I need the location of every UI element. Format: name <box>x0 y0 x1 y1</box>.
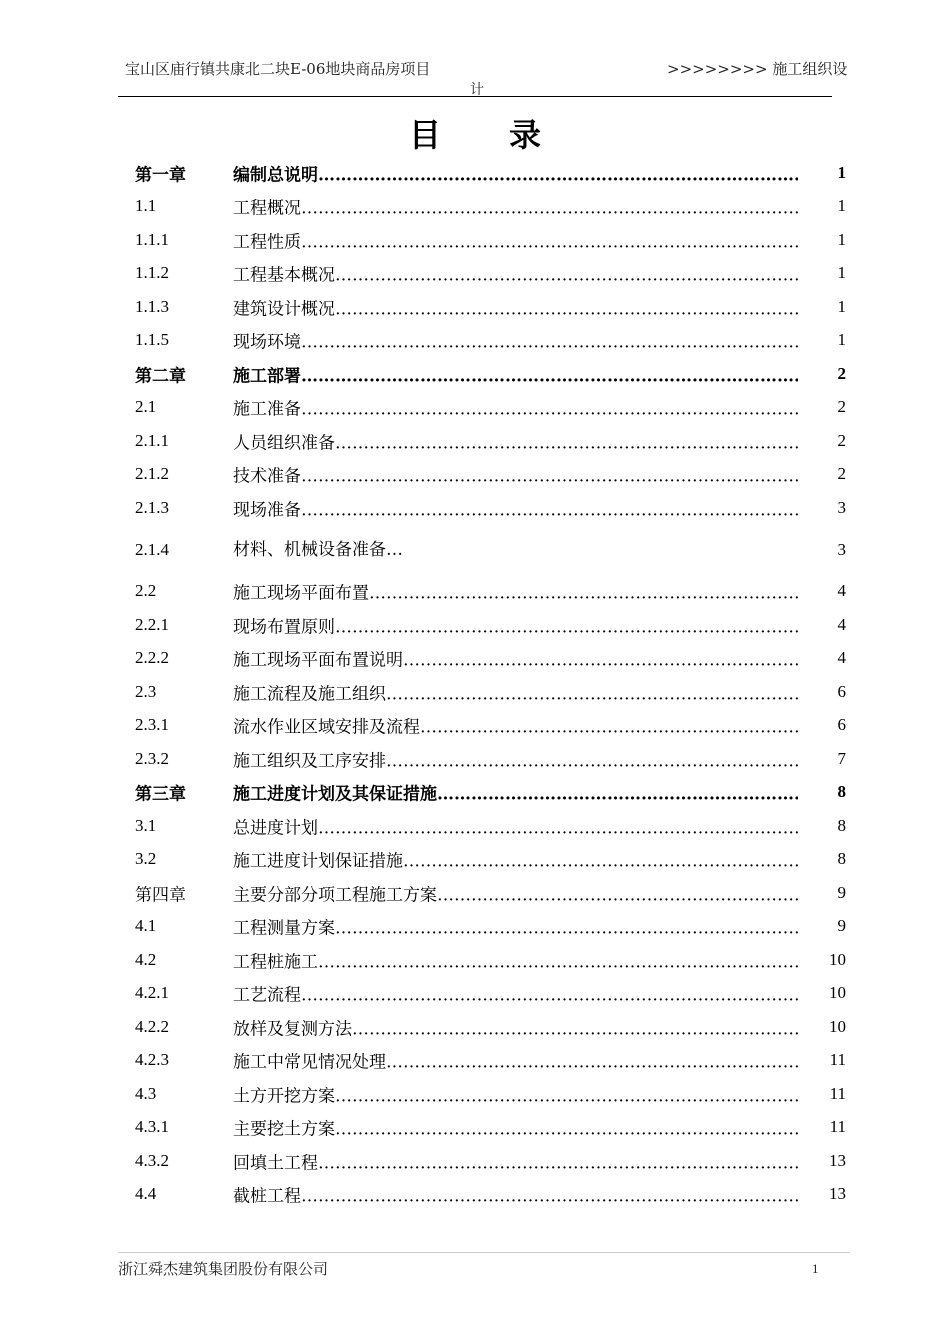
toc-entry-title: 材料、机械设备准备 … <box>233 539 433 561</box>
toc-entry-page: 1 <box>837 196 846 216</box>
toc-entry-title: 工程概况 ……………………………………………………………………………………………………………………………… <box>233 194 798 219</box>
toc-entry-title: 施工组织及工序安排 ……………………………………………………………………………………………………………………………… <box>233 746 798 771</box>
toc-entry-title: 流水作业区域安排及流程 ……………………………………………………………………………………………………………………………… <box>233 713 798 738</box>
toc-entry-page: 4 <box>837 614 846 634</box>
toc-entry-title: 施工中常见情况处理 ……………………………………………………………………………………………………………………………… <box>233 1048 798 1073</box>
footer-rule <box>118 1252 850 1253</box>
toc-entry[interactable] <box>0 742 950 776</box>
toc-entry-page: 3 <box>837 497 846 517</box>
toc-entry-page: 1 <box>837 162 846 182</box>
toc-entry-page: 2 <box>837 464 846 484</box>
toc-entry-page: 9 <box>837 916 846 936</box>
toc-entry-title: 施工现场平面布置 ……………………………………………………………………………………………………………………………… <box>233 579 798 604</box>
toc-entry-page: 4 <box>837 581 846 601</box>
toc-entry-number: 4.1 <box>135 916 157 936</box>
toc-entry-number: 2.1.2 <box>135 464 169 484</box>
toc-entry-number: 2.2.2 <box>135 648 169 668</box>
toc-entry-title: 编制总说明 ……………………………………………………………………………………………………………………………… <box>233 160 798 185</box>
toc-entry-page: 1 <box>837 296 846 316</box>
toc-entry[interactable] <box>0 525 950 575</box>
header-wrap-text: 计 <box>470 82 484 98</box>
toc-entry[interactable] <box>0 357 950 391</box>
toc-entry-title: 工程性质 ……………………………………………………………………………………………………………………………… <box>233 227 798 252</box>
toc-entry-title: 工程测量方案 ……………………………………………………………………………………………………………………………… <box>233 914 798 939</box>
toc-entry-page: 10 <box>829 1016 846 1036</box>
footer-page-number: 1 <box>812 1261 819 1276</box>
toc-entry-number: 2.2 <box>135 581 157 601</box>
toc-entry-number: 1.1.3 <box>135 296 169 316</box>
footer-company: 浙江舜杰建筑集团股份有限公司 <box>118 1260 329 1278</box>
toc-entry-title: 施工流程及施工组织 ……………………………………………………………………………………………………………………………… <box>233 679 798 704</box>
toc-entry[interactable] <box>0 190 950 224</box>
toc-entry-title: 总进度计划 ……………………………………………………………………………………………………………………………… <box>233 813 798 838</box>
toc-entry-page: 1 <box>837 229 846 249</box>
toc-entry-title: 人员组织准备 ……………………………………………………………………………………………………………………………… <box>233 428 798 453</box>
toc-entry-number: 第四章 <box>135 885 186 905</box>
toc-entry-number: 4.4 <box>135 1184 157 1204</box>
toc-entry-page: 1 <box>837 263 846 283</box>
toc-entry-page: 2 <box>837 363 846 383</box>
toc-entry[interactable] <box>0 1178 950 1212</box>
toc-entry-title: 回填土工程 ……………………………………………………………………………………………………………………………… <box>233 1148 798 1173</box>
toc-entry-title: 现场环境 ……………………………………………………………………………………………………………………………… <box>233 328 798 353</box>
toc-entry[interactable] <box>0 391 950 425</box>
toc-entry-title: 施工进度计划及其保证措施 ……………………………………………………………………………………………………………………………… <box>233 780 798 805</box>
header-rule <box>118 96 832 97</box>
toc-entry-page: 13 <box>829 1184 846 1204</box>
toc-entry[interactable] <box>0 424 950 458</box>
toc-entry-page: 2 <box>837 397 846 417</box>
toc-entry-number: 2.3.1 <box>135 715 169 735</box>
toc-entry[interactable] <box>0 290 950 324</box>
toc-entry-page: 13 <box>829 1150 846 1170</box>
toc-entry-title: 施工进度计划保证措施 ……………………………………………………………………………………………………………………………… <box>233 847 798 872</box>
toc-entry[interactable] <box>0 1077 950 1111</box>
toc-entry-title: 建筑设计概况 ……………………………………………………………………………………………………………………………… <box>233 294 798 319</box>
toc-entry-number: 4.2.3 <box>135 1050 169 1070</box>
toc-entry-number: 2.1 <box>135 397 157 417</box>
table-of-contents <box>0 156 950 1211</box>
toc-entry-number: 4.2.2 <box>135 1016 169 1036</box>
toc-entry[interactable] <box>0 876 950 910</box>
toc-entry[interactable] <box>0 675 950 709</box>
toc-entry-title: 放样及复测方法 ……………………………………………………………………………………………………………………………… <box>233 1014 798 1039</box>
toc-entry-page: 8 <box>837 782 846 802</box>
toc-entry-title: 工程桩施工 ……………………………………………………………………………………………………………………………… <box>233 947 798 972</box>
toc-entry[interactable] <box>0 642 950 676</box>
toc-entry[interactable] <box>0 1044 950 1078</box>
toc-entry-number: 1.1 <box>135 196 157 216</box>
toc-entry-page: 7 <box>837 748 846 768</box>
toc-entry-number: 4.2.1 <box>135 983 169 1003</box>
toc-entry-number: 1.1.1 <box>135 229 169 249</box>
toc-entry-title: 截桩工程 ……………………………………………………………………………………………………………………………… <box>233 1182 798 1207</box>
toc-entry-title: 现场准备 ……………………………………………………………………………………………………………………………… <box>233 495 798 520</box>
toc-entry[interactable] <box>0 257 950 291</box>
header-doc-type: >>>>>>>> 施工组织设 <box>667 60 848 78</box>
toc-entry-page: 6 <box>837 681 846 701</box>
page-title: 目录 <box>408 116 609 154</box>
toc-entry-title: 技术准备 ……………………………………………………………………………………………………………………………… <box>233 462 798 487</box>
toc-entry[interactable] <box>0 910 950 944</box>
toc-entry[interactable] <box>0 776 950 810</box>
toc-entry-number: 第一章 <box>135 165 186 185</box>
toc-entry-page: 10 <box>829 983 846 1003</box>
toc-entry[interactable] <box>0 977 950 1011</box>
toc-entry-title: 施工现场平面布置说明 ……………………………………………………………………………………………………………………………… <box>233 646 798 671</box>
toc-entry-page: 6 <box>837 715 846 735</box>
toc-entry-title: 主要分部分项工程施工方案 ……………………………………………………………………………………………………………………………… <box>233 880 798 905</box>
toc-entry[interactable] <box>0 575 950 609</box>
toc-entry-page: 2 <box>837 430 846 450</box>
toc-entry-page: 11 <box>829 1117 846 1137</box>
toc-entry-number: 4.3.1 <box>135 1117 169 1137</box>
toc-entry-page: 8 <box>837 849 846 869</box>
toc-entry-number: 2.1.1 <box>135 430 169 450</box>
toc-entry[interactable] <box>0 1010 950 1044</box>
toc-entry-page: 10 <box>829 949 846 969</box>
toc-entry-title: 工艺流程 ……………………………………………………………………………………………………………………………… <box>233 981 798 1006</box>
toc-entry-number: 2.3 <box>135 681 157 701</box>
toc-entry-number: 2.2.1 <box>135 614 169 634</box>
toc-entry-number: 第三章 <box>135 784 186 804</box>
toc-entry[interactable] <box>0 709 950 743</box>
toc-entry-page: 1 <box>837 330 846 350</box>
toc-entry[interactable] <box>0 156 950 190</box>
toc-entry-page: 11 <box>829 1083 846 1103</box>
toc-entry[interactable] <box>0 943 950 977</box>
toc-entry-title: 现场布置原则 ……………………………………………………………………………………………………………………………… <box>233 612 798 637</box>
toc-entry[interactable] <box>0 608 950 642</box>
toc-entry-page: 4 <box>837 648 846 668</box>
toc-entry-title: 施工准备 ……………………………………………………………………………………………………………………………… <box>233 395 798 420</box>
toc-entry[interactable] <box>0 458 950 492</box>
toc-entry-number: 1.1.5 <box>135 330 169 350</box>
toc-entry-number: 3.1 <box>135 815 157 835</box>
toc-entry-number: 第二章 <box>135 366 186 386</box>
toc-entry-page: 9 <box>837 882 846 902</box>
toc-entry-title: 土方开挖方案 ……………………………………………………………………………………………………………………………… <box>233 1081 798 1106</box>
toc-entry-number: 1.1.2 <box>135 263 169 283</box>
toc-entry-number: 4.3 <box>135 1083 157 1103</box>
toc-entry-title: 施工部署 ……………………………………………………………………………………………………………………………… <box>233 361 798 386</box>
toc-entry-page: 3 <box>837 539 846 559</box>
toc-entry-number: 2.3.2 <box>135 748 169 768</box>
toc-entry[interactable] <box>0 223 950 257</box>
header-project-name: 宝山区庙行镇共康北二块E-06地块商品房项目 <box>125 60 431 78</box>
toc-entry[interactable] <box>0 1111 950 1145</box>
toc-entry[interactable] <box>0 809 950 843</box>
toc-entry-number: 4.3.2 <box>135 1150 169 1170</box>
toc-entry[interactable] <box>0 324 950 358</box>
toc-entry[interactable] <box>0 491 950 525</box>
toc-entry-number: 4.2 <box>135 949 157 969</box>
toc-entry[interactable] <box>0 843 950 877</box>
toc-entry-title: 工程基本概况 ……………………………………………………………………………………………………………………………… <box>233 261 798 286</box>
toc-entry-title: 主要挖土方案 ……………………………………………………………………………………………………………………………… <box>233 1115 798 1140</box>
toc-entry-number: 2.1.4 <box>135 539 169 559</box>
toc-entry-page: 8 <box>837 815 846 835</box>
toc-entry[interactable] <box>0 1144 950 1178</box>
toc-entry-page: 11 <box>829 1050 846 1070</box>
toc-entry-number: 2.1.3 <box>135 497 169 517</box>
toc-entry-number: 3.2 <box>135 849 157 869</box>
